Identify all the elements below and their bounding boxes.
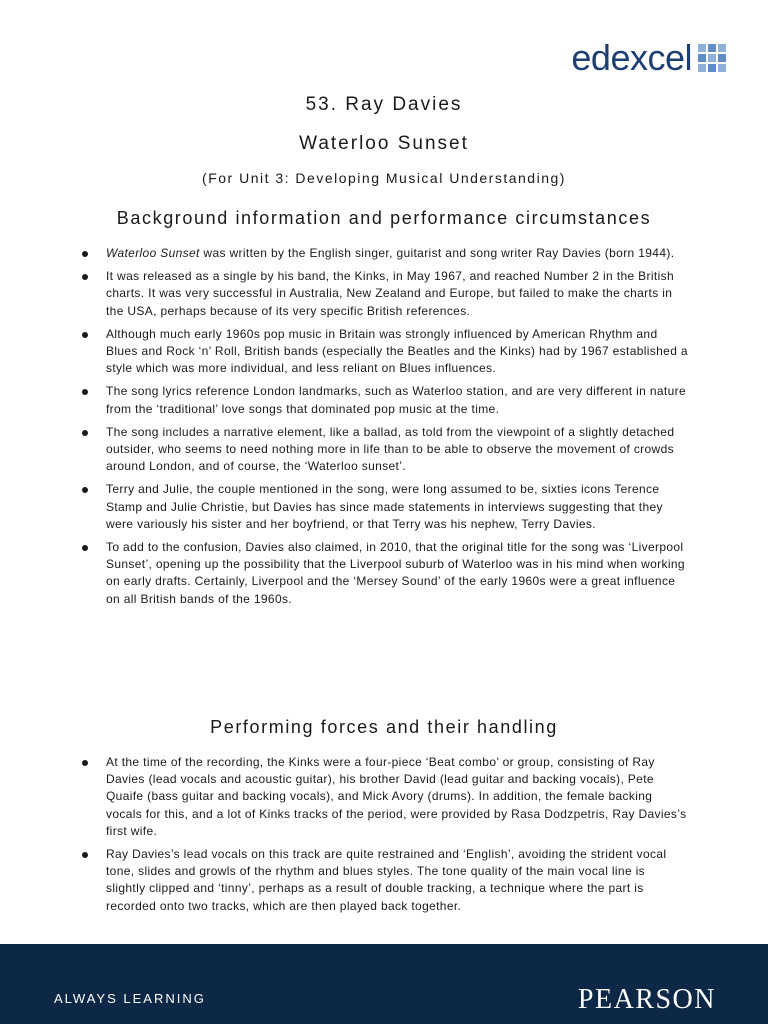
bullet-dot-icon [82,389,88,395]
bullet-dot-icon [82,545,88,551]
list-item [0,754,688,840]
bullet-text: Terry and Julie, the couple mentioned in the song, were long assumed to be, sixties icons Terence Stamp and Julie Christie, but Davies has since made statements in interviews suggesting that they were variously his sister and her boyfriend, or that Terry was his nephew, Terry Davies. [106,482,663,531]
background-bullet-list [0,245,768,614]
list-item [0,846,688,915]
footer-bar [0,944,768,1024]
document-number-title: 53. Ray Davies [305,94,463,115]
bullet-text: was written by the English singer, guitarist and song writer Ray Davies (born 1944). [199,246,675,260]
bullet-text: To add to the confusion, Davies also claimed, in 2010, that the original title for the song was ‘Liverpool Sunset’, opening up the possibility that the Liverpool suburb of Waterloo was in his mind when working on early drafts. Certainly, Liverpool and the ‘Mersey Sound’ of the early 1960s were a great influence on all British bands of the 1960s. [106,540,685,606]
logo-text: edexcel [571,37,692,78]
list-item [0,383,688,417]
list-item [0,539,688,608]
bullet-text: Ray Davies’s lead vocals on this track are quite restrained and ‘English’, avoiding the strident vocal tone, slides and growls of the rhythm and blues styles. The tone quality of the main vocal line is slightly clipped and ‘tinny’, perhaps as a result of double tracking, a technique where the part is recorded onto two tracks, which are then played back together. [106,847,667,913]
unit-subtitle: (For Unit 3: Developing Musical Understanding) [202,170,566,186]
bullet-dot-icon [82,332,88,338]
bullet-text: The song lyrics reference London landmarks, such as Waterloo station, and are very different in nature from the ‘traditional’ love songs that dominated pop music at the time. [106,384,686,416]
section-heading-background: Background information and performance circumstances [116,208,652,228]
section-heading-performing-forces: Performing forces and their handling [210,717,558,737]
bullet-dot-icon [82,274,88,280]
list-item [0,245,688,262]
list-item [0,326,688,378]
list-item [0,424,688,476]
list-item [0,268,688,320]
bullet-emphasis: Waterloo Sunset [106,246,200,260]
bullet-text: At the time of the recording, the Kinks were a four-piece ‘Beat combo’ or group, consisting of Ray Davies (lead vocals and acoustic guitar), his brother David (lead guitar and backing vocals), Pete Quaife (bass guitar and backing vocals), and Mick Avory (drums). In addition, the female backing vocals for this, and a lot of Kinks tracks of the period, were provided by Rasa Dodzpetris, Ray Davies’s first wife. [106,755,687,838]
bullet-text: The song includes a narrative element, like a ballad, as told from the viewpoint of a slightly detached outsider, who seems to need nothing more in life than to be able to observe the movement of crowds around London, and of course, the ‘Waterloo sunset’. [106,424,675,474]
performing-forces-bullet-list [0,754,768,921]
bullet-dot-icon [82,760,88,766]
edexcel-logo [571,37,726,78]
bullet-dot-icon [82,852,88,858]
bullet-text: It was released as a single by his band, the Kinks, in May 1967, and reached Number 2 in the British charts. It was very successful in Australia, New Zealand and Europe, but failed to make the charts in the USA, perhaps because of its very specific British references. [106,269,674,318]
footer-tagline: ALWAYS LEARNING [54,991,206,1006]
bullet-dot-icon [82,487,88,493]
song-title: Waterloo Sunset [299,133,469,154]
logo-grid-icon [698,44,726,72]
pearson-logo: PEARSON [577,984,716,1015]
list-item [0,481,688,533]
bullet-text: Although much early 1960s pop music in Britain was strongly influenced by American Rhythm and Blues and Rock ‘n’ Roll, British bands (especially the Beatles and the Kinks) had by 1967 established a style which was more individual, and less reliant on Blues influences. [106,326,688,376]
bullet-dot-icon [82,251,88,257]
bullet-dot-icon [82,430,88,436]
